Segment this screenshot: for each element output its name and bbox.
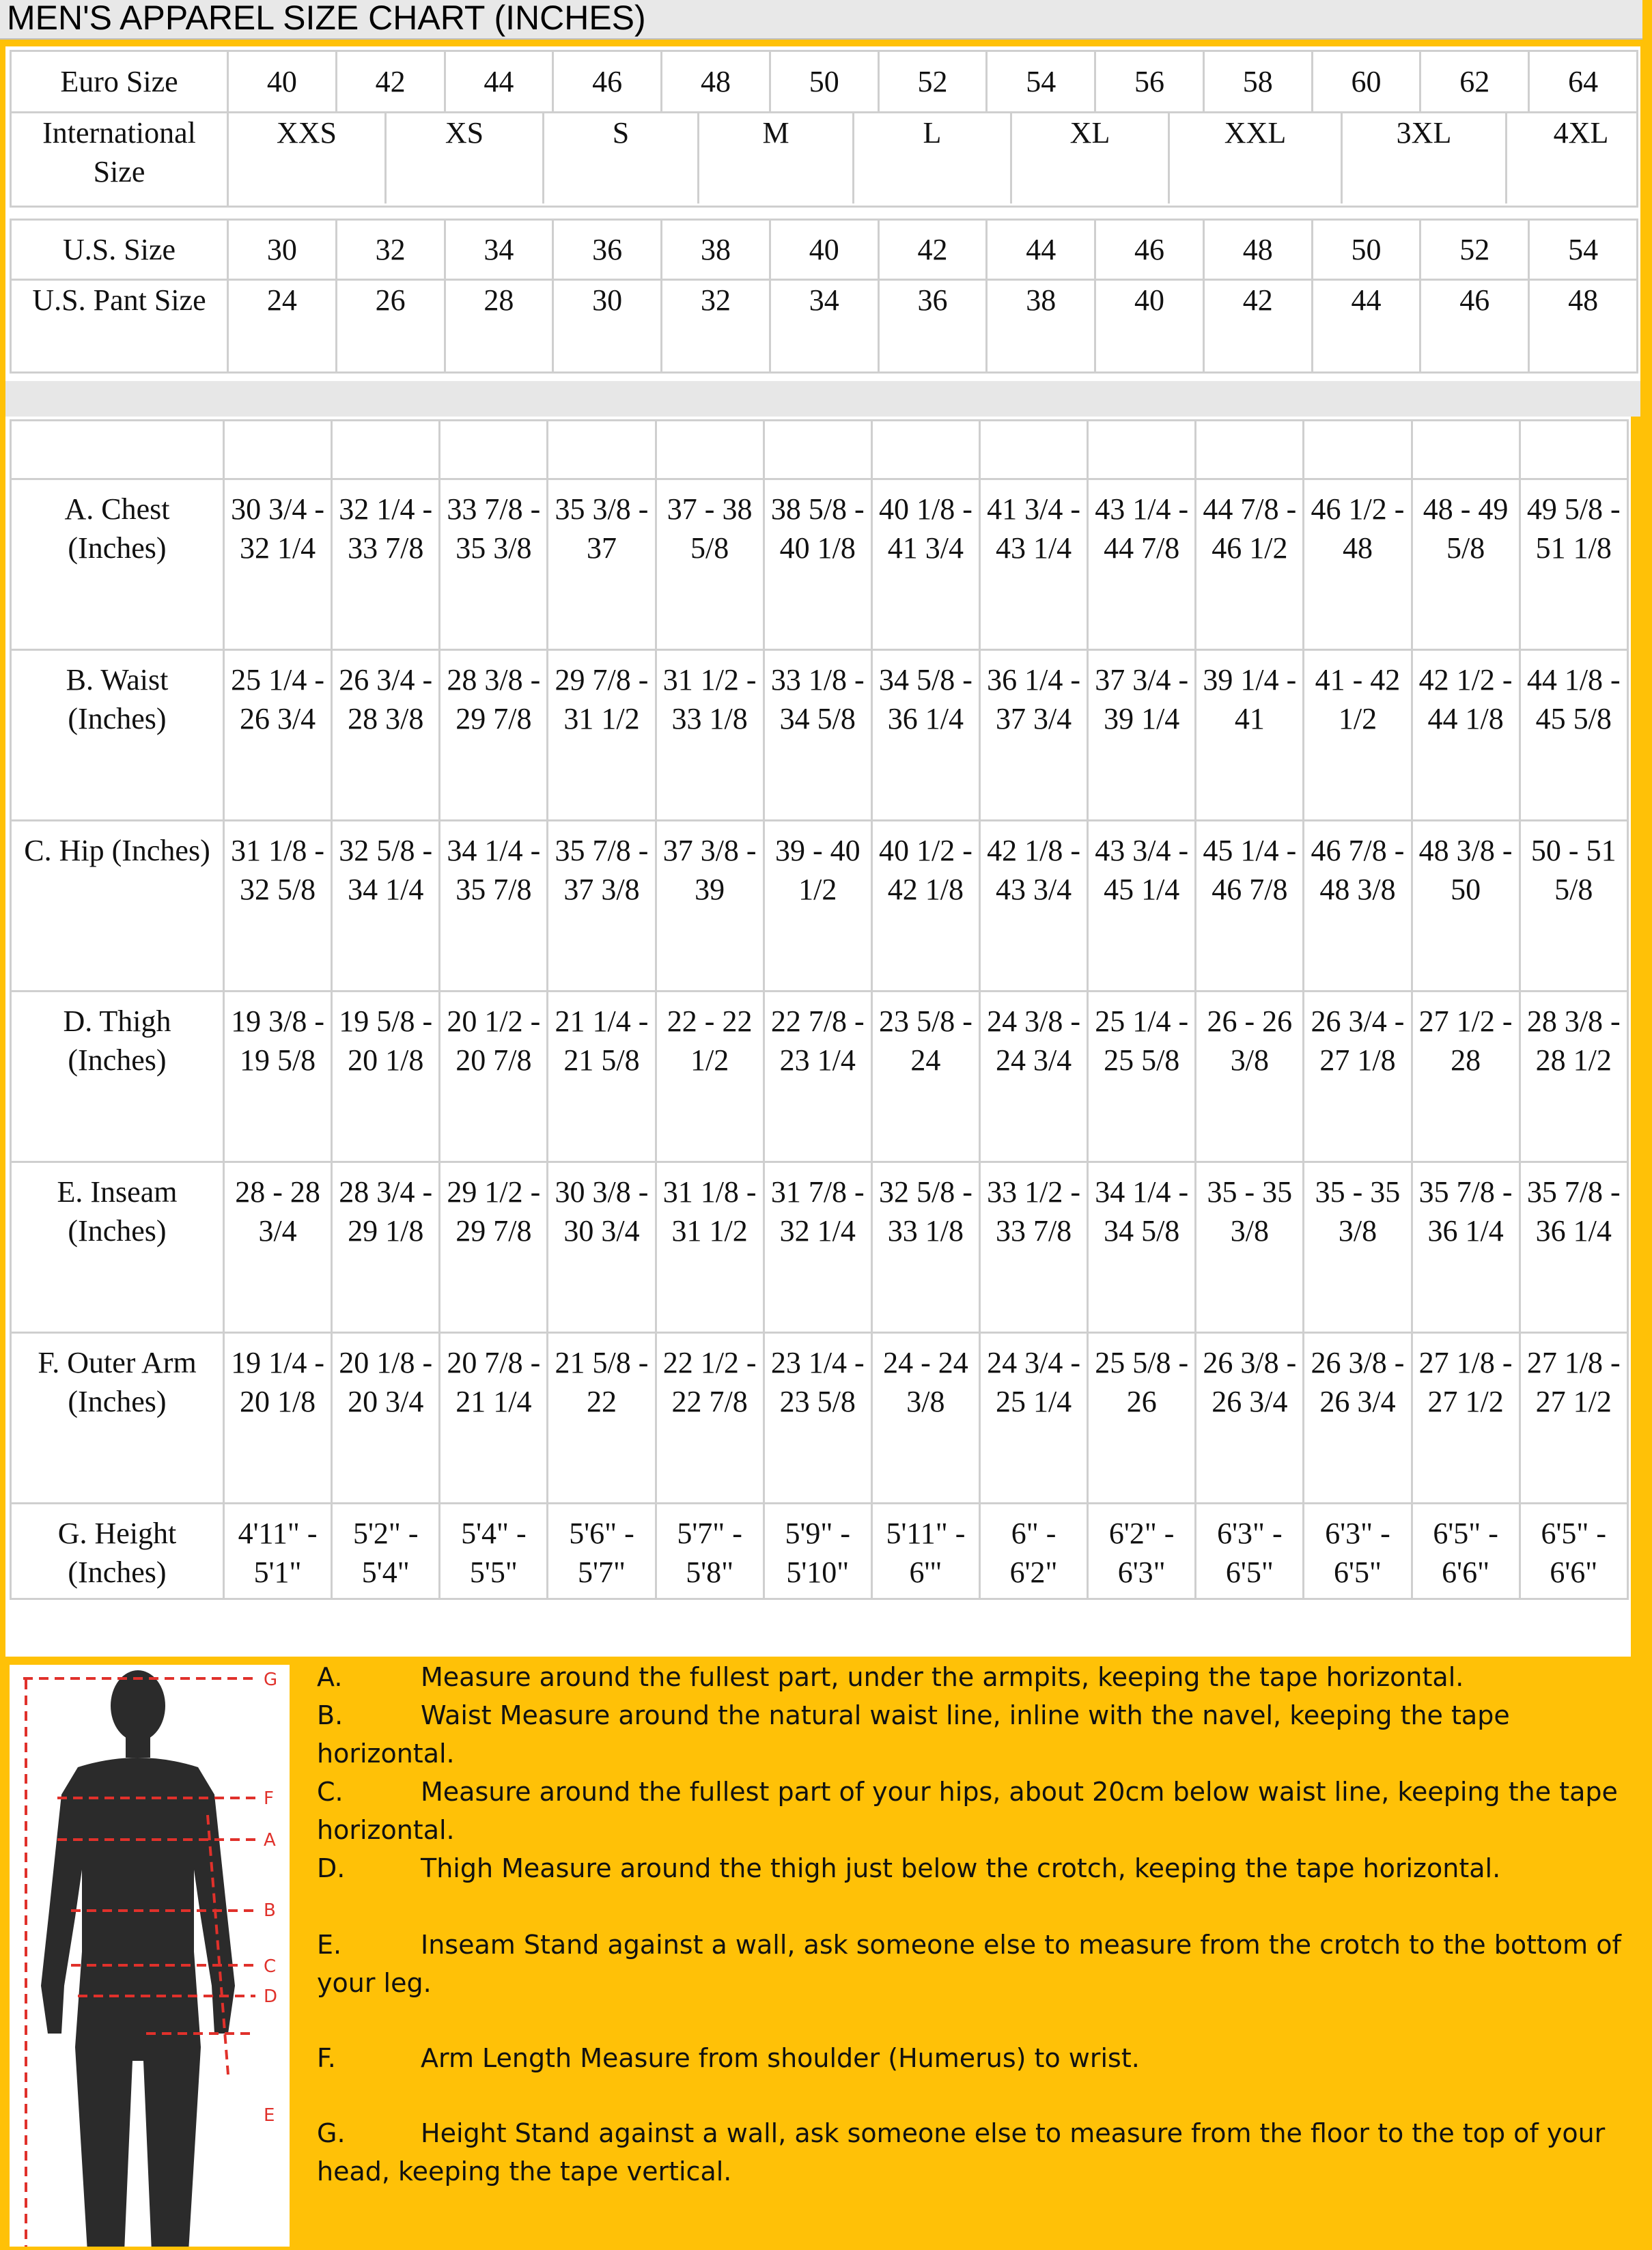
measurement-header-cell: [979, 421, 1087, 479]
body-figure-panel: [10, 1665, 290, 2247]
page-title: MEN'S APPAREL SIZE CHART (INCHES): [7, 0, 646, 37]
us-pant-size-cell: 26: [336, 280, 445, 373]
us-size-row: [11, 220, 1638, 280]
measurement-table: [10, 419, 1629, 1600]
note-letter: F.: [317, 2043, 336, 2073]
note-text: Arm Length Measure from shoulder (Humerus) to wrist.: [421, 2043, 1140, 2073]
measurement-cell: 6'2" - 6'3": [1088, 1504, 1196, 1599]
measurement-cell: 25 5/8 - 26: [1088, 1333, 1196, 1504]
measurement-cell: 31 1/8 - 32 5/8: [224, 821, 332, 992]
us-size-cell: 30: [228, 220, 337, 280]
international-size-cell: XXL: [1170, 113, 1343, 203]
measurement-cell: 5'4" - 5'5": [440, 1504, 548, 1599]
measurement-cell: 32 5/8 - 33 1/8: [871, 1162, 979, 1333]
us-size-cell: 48: [1203, 220, 1312, 280]
us-size-table: [10, 219, 1638, 374]
us-pant-size-cell: 24: [228, 280, 337, 373]
measurement-cell: 23 1/4 - 23 5/8: [764, 1333, 871, 1504]
international-size-group: [228, 113, 1638, 207]
measurement-cell: 35 7/8 - 36 1/4: [1412, 1162, 1520, 1333]
euro-size-cell: 54: [987, 51, 1095, 113]
note-f: [317, 2039, 1642, 2077]
us-size-cell: 34: [445, 220, 553, 280]
note-text: Thigh Measure around the thigh just below the crotch, keeping the tape horizontal.: [421, 1853, 1501, 1883]
us-pant-size-row: [11, 280, 1638, 373]
note-d: [317, 1849, 1642, 1887]
note-letter: C.: [317, 1777, 344, 1807]
measurement-cell: 24 - 24 3/8: [871, 1333, 979, 1504]
note-text: Height Stand against a wall, ask someone else to measure from the floor to the top of your head, keeping the tape vertical.: [317, 2118, 1606, 2186]
measurement-row: [11, 650, 1628, 821]
measurement-table-panel: [5, 417, 1631, 1657]
measurement-cell: 29 7/8 - 31 1/2: [548, 650, 656, 821]
measurement-cell: 37 3/4 - 39 1/4: [1088, 650, 1196, 821]
measurement-cell: 30 3/8 - 30 3/4: [548, 1162, 656, 1333]
measurement-cell: 39 1/4 - 41: [1196, 650, 1304, 821]
measurement-cell: 22 1/2 - 22 7/8: [656, 1333, 764, 1504]
international-size-cell: 4XL: [1553, 116, 1609, 150]
figure-letter-e: E: [264, 2105, 275, 2126]
measurement-cell: 21 1/4 - 21 5/8: [548, 992, 656, 1162]
international-size-cell: L: [854, 113, 1012, 203]
measurement-cell: 41 3/4 - 43 1/4: [979, 479, 1087, 650]
note-c: [317, 1773, 1642, 1849]
measurement-cell: 48 3/8 - 50: [1412, 821, 1520, 992]
euro-size-label: Euro Size: [11, 51, 228, 113]
note-letter: D.: [317, 1853, 346, 1883]
international-size-row: [11, 113, 1638, 207]
measurement-cell: 35 - 35 3/8: [1304, 1162, 1412, 1333]
note-a: [317, 1658, 1642, 1696]
measurement-cell: 37 3/8 - 39: [656, 821, 764, 992]
euro-size-cell: 44: [445, 51, 553, 113]
note-text: Waist Measure around the natural waist line, inline with the navel, keeping the tape horizontal.: [317, 1700, 1510, 1769]
measurement-label: F. Outer Arm (Inches): [11, 1333, 224, 1504]
measurement-cell: 33 7/8 - 35 3/8: [440, 479, 548, 650]
measurement-cell: 43 3/4 - 45 1/4: [1088, 821, 1196, 992]
measurement-cell: 26 - 26 3/8: [1196, 992, 1304, 1162]
euro-size-cell: 50: [770, 51, 878, 113]
measurement-cell: 19 3/8 - 19 5/8: [224, 992, 332, 1162]
human-silhouette-icon: [41, 1670, 235, 2247]
title-bar: [0, 0, 1642, 40]
note-g: [317, 2114, 1642, 2191]
note-text: Measure around the fullest part, under the armpits, keeping the tape horizontal.: [421, 1662, 1464, 1692]
measurement-cell: 24 3/4 - 25 1/4: [979, 1333, 1087, 1504]
measurement-cell: 5'7" - 5'8": [656, 1504, 764, 1599]
us-size-cell: 36: [553, 220, 662, 280]
measurement-cell: 25 1/4 - 26 3/4: [224, 650, 332, 821]
measurement-cell: 40 1/8 - 41 3/4: [871, 479, 979, 650]
measurement-cell: 28 3/8 - 28 1/2: [1520, 992, 1627, 1162]
measurement-header-cell: [1088, 421, 1196, 479]
measurement-cell: 26 3/4 - 28 3/8: [332, 650, 440, 821]
international-size-cell: XXS: [229, 113, 387, 203]
international-size-cell: XS: [387, 113, 544, 203]
us-size-cell: 50: [1312, 220, 1420, 280]
euro-size-cell: 58: [1203, 51, 1312, 113]
measurement-cell: 26 3/8 - 26 3/4: [1304, 1333, 1412, 1504]
measurement-label: A. Chest (Inches): [11, 479, 224, 650]
measurement-cell: 5'2" - 5'4": [332, 1504, 440, 1599]
euro-size-cell: 40: [228, 51, 337, 113]
measurement-header-cell: [1520, 421, 1627, 479]
euro-size-row: [11, 51, 1638, 113]
measurement-cell: 35 - 35 3/8: [1196, 1162, 1304, 1333]
us-pant-size-cell: 46: [1420, 280, 1529, 373]
measurement-cell: 30 3/4 - 32 1/4: [224, 479, 332, 650]
measurement-cell: 46 7/8 - 48 3/8: [1304, 821, 1412, 992]
measurement-cell: 20 7/8 - 21 1/4: [440, 1333, 548, 1504]
measurement-cell: 45 1/4 - 46 7/8: [1196, 821, 1304, 992]
measurement-row: [11, 1333, 1628, 1504]
measurement-cell: 24 3/8 - 24 3/4: [979, 992, 1087, 1162]
measurement-label: C. Hip (Inches): [11, 821, 224, 992]
measurement-cell: 5'9" - 5'10": [764, 1504, 871, 1599]
measurement-cell: 23 5/8 - 24: [871, 992, 979, 1162]
us-pant-size-cell: 44: [1312, 280, 1420, 373]
measurement-row: [11, 1504, 1628, 1599]
measurement-cell: 34 1/4 - 34 5/8: [1088, 1162, 1196, 1333]
measurement-cell: 5'11" - 6'": [871, 1504, 979, 1599]
note-letter: A.: [317, 1662, 343, 1692]
measurement-cell: 48 - 49 5/8: [1412, 479, 1520, 650]
measurement-cell: 19 5/8 - 20 1/8: [332, 992, 440, 1162]
measurement-header-cell: [440, 421, 548, 479]
us-size-cell: 38: [662, 220, 770, 280]
euro-size-cell: 64: [1529, 51, 1638, 113]
measurement-cell: 38 5/8 - 40 1/8: [764, 479, 871, 650]
euro-size-cell: 56: [1095, 51, 1204, 113]
measurement-cell: 34 1/4 - 35 7/8: [440, 821, 548, 992]
euro-size-cell: 62: [1420, 51, 1529, 113]
us-size-cell: 42: [878, 220, 987, 280]
measurement-cell: 33 1/2 - 33 7/8: [979, 1162, 1087, 1333]
measurement-cell: 6'3" - 6'5": [1304, 1504, 1412, 1599]
measurement-cell: 32 5/8 - 34 1/4: [332, 821, 440, 992]
measurement-cell: 50 - 51 5/8: [1520, 821, 1627, 992]
us-size-cell: 46: [1095, 220, 1204, 280]
measurement-header-cell: [224, 421, 332, 479]
international-size-cell: M: [699, 113, 854, 203]
us-size-cell: 40: [770, 220, 878, 280]
note-text: Inseam Stand against a wall, ask someone else to measure from the crotch to the bottom of your leg.: [317, 1930, 1621, 1998]
measurement-cell: 42 1/2 - 44 1/8: [1412, 650, 1520, 821]
figure-letter-b: B: [264, 1900, 276, 1921]
international-size-cell: XL: [1012, 113, 1170, 203]
figure-letter-f: F: [264, 1788, 274, 1809]
us-pant-size-cell: 36: [878, 280, 987, 373]
measurement-cell: 6" - 6'2": [979, 1504, 1087, 1599]
measurement-label: E. Inseam (Inches): [11, 1162, 224, 1333]
measurement-cell: 27 1/2 - 28: [1412, 992, 1520, 1162]
euro-size-cell: 60: [1312, 51, 1420, 113]
note-letter: E.: [317, 1930, 342, 1960]
measurement-cell: 29 1/2 - 29 7/8: [440, 1162, 548, 1333]
measurement-cell: 6'5" - 6'6": [1412, 1504, 1520, 1599]
us-pant-size-cell: 38: [987, 280, 1095, 373]
measurement-cell: 39 - 40 1/2: [764, 821, 871, 992]
measurement-cell: 28 3/8 - 29 7/8: [440, 650, 548, 821]
measurement-cell: 28 3/4 - 29 1/8: [332, 1162, 440, 1333]
measurement-cell: 22 - 22 1/2: [656, 992, 764, 1162]
us-size-label: U.S. Size: [11, 220, 228, 280]
measurement-cell: 27 1/8 - 27 1/2: [1520, 1333, 1627, 1504]
euro-size-cell: 52: [878, 51, 987, 113]
measurement-cell: 33 1/8 - 34 5/8: [764, 650, 871, 821]
measurement-cell: 40 1/2 - 42 1/8: [871, 821, 979, 992]
measurement-header-cell: [1304, 421, 1412, 479]
measurement-header-cell: [1196, 421, 1304, 479]
us-size-cell: 54: [1529, 220, 1638, 280]
measurement-cell: 6'5" - 6'6": [1520, 1504, 1627, 1599]
us-pant-size-cell: 32: [662, 280, 770, 373]
measurement-cell: 20 1/2 - 20 7/8: [440, 992, 548, 1162]
measurement-cell: 49 5/8 - 51 1/8: [1520, 479, 1627, 650]
measurement-header-cell: [871, 421, 979, 479]
euro-size-cell: 48: [662, 51, 770, 113]
measurement-header-cell: [1412, 421, 1520, 479]
measurement-header-cell: [548, 421, 656, 479]
measurement-cell: 35 7/8 - 36 1/4: [1520, 1162, 1627, 1333]
measurement-cell: 44 1/8 - 45 5/8: [1520, 650, 1627, 821]
measurement-cell: 44 7/8 - 46 1/2: [1196, 479, 1304, 650]
size-table-panel: [5, 46, 1640, 381]
measurement-label: G. Height (Inches): [11, 1504, 224, 1599]
measurement-cell: 41 - 42 1/2: [1304, 650, 1412, 821]
measurement-cell: 43 1/4 - 44 7/8: [1088, 479, 1196, 650]
note-text: Measure around the fullest part of your hips, about 20cm below waist line, keeping the tape horizontal.: [317, 1777, 1618, 1845]
measurement-cell: 20 1/8 - 20 3/4: [332, 1333, 440, 1504]
us-pant-size-cell: 42: [1203, 280, 1312, 373]
measurement-label: D. Thigh (Inches): [11, 992, 224, 1162]
measurement-cell: 34 5/8 - 36 1/4: [871, 650, 979, 821]
body-measurement-figure: [10, 1665, 290, 2247]
international-size-cell: 3XL: [1343, 113, 1507, 203]
measurement-cell: 46 1/2 - 48: [1304, 479, 1412, 650]
measurement-cell: 31 1/8 - 31 1/2: [656, 1162, 764, 1333]
measurement-cell: 6'3" - 6'5": [1196, 1504, 1304, 1599]
us-pant-size-cell: 30: [553, 280, 662, 373]
measurement-cell: 36 1/4 - 37 3/4: [979, 650, 1087, 821]
measurement-header-cell: [764, 421, 871, 479]
measurement-label: B. Waist (Inches): [11, 650, 224, 821]
measurement-cell: 31 1/2 - 33 1/8: [656, 650, 764, 821]
us-pant-size-cell: 28: [445, 280, 553, 373]
measurement-header-cell: [332, 421, 440, 479]
euro-size-cell: 46: [553, 51, 662, 113]
international-size-label: International Size: [11, 113, 228, 207]
measurement-cell: 26 3/4 - 27 1/8: [1304, 992, 1412, 1162]
measurement-cell: 28 - 28 3/4: [224, 1162, 332, 1333]
measurement-cell: 5'6" - 5'7": [548, 1504, 656, 1599]
measurement-row: [11, 479, 1628, 650]
note-letter: B.: [317, 1700, 344, 1730]
euro-international-table: [10, 50, 1638, 208]
measurement-cell: 26 3/8 - 26 3/4: [1196, 1333, 1304, 1504]
us-pant-size-cell: 34: [770, 280, 878, 373]
figure-letter-c: C: [264, 1956, 277, 1977]
measurement-header-cell: [11, 421, 224, 479]
measurement-row: [11, 1162, 1628, 1333]
figure-letter-g: G: [264, 1670, 278, 1690]
international-size-cell: S: [544, 113, 699, 203]
note-b: [317, 1696, 1642, 1773]
measurement-cell: 21 5/8 - 22: [548, 1333, 656, 1504]
measurement-cell: 37 - 38 5/8: [656, 479, 764, 650]
us-pant-size-label: U.S. Pant Size: [11, 280, 228, 373]
us-size-cell: 44: [987, 220, 1095, 280]
figure-letter-d: D: [264, 1986, 278, 2007]
us-size-cell: 32: [336, 220, 445, 280]
measurement-header-row: [11, 421, 1628, 479]
note-e: [317, 1926, 1642, 2002]
euro-size-cell: 42: [336, 51, 445, 113]
divider-strip: [5, 381, 1640, 417]
measurement-cell: 31 7/8 - 32 1/4: [764, 1162, 871, 1333]
measurement-row: [11, 992, 1628, 1162]
measurement-cell: 35 3/8 - 37: [548, 479, 656, 650]
measurement-cell: 19 1/4 - 20 1/8: [224, 1333, 332, 1504]
us-pant-size-cell: 40: [1095, 280, 1204, 373]
note-letter: G.: [317, 2118, 346, 2148]
measurement-cell: 35 7/8 - 37 3/8: [548, 821, 656, 992]
measurement-cell: 27 1/8 - 27 1/2: [1412, 1333, 1520, 1504]
us-pant-size-cell: 48: [1529, 280, 1638, 373]
us-size-cell: 52: [1420, 220, 1529, 280]
figure-letter-a: A: [264, 1830, 276, 1851]
measurement-header-cell: [656, 421, 764, 479]
measurement-cell: 22 7/8 - 23 1/4: [764, 992, 871, 1162]
measurement-cell: 32 1/4 - 33 7/8: [332, 479, 440, 650]
measurement-cell: 42 1/8 - 43 3/4: [979, 821, 1087, 992]
measurement-cell: 25 1/4 - 25 5/8: [1088, 992, 1196, 1162]
measurement-row: [11, 821, 1628, 992]
measurement-cell: 4'11" - 5'1": [224, 1504, 332, 1599]
